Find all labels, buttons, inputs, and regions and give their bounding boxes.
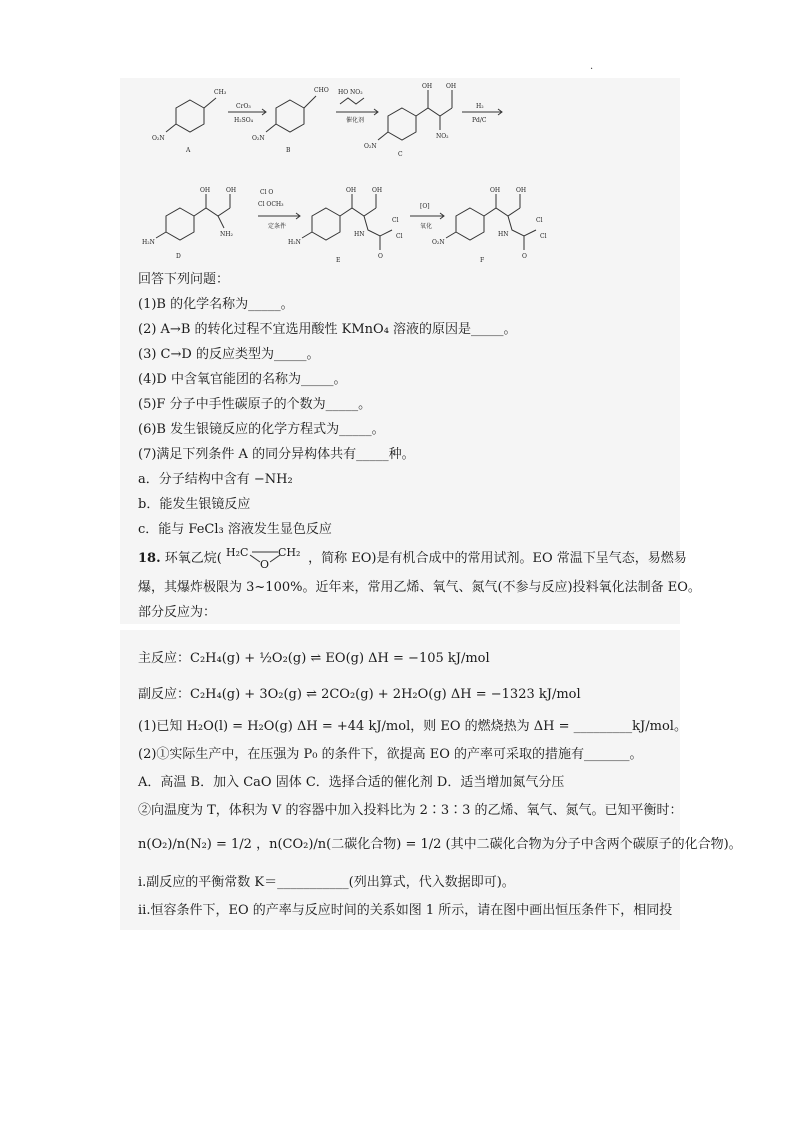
a-substituent: CH₃ xyxy=(214,89,227,96)
reagent-1-top: CrO₃ xyxy=(236,103,251,110)
synthesis-scheme-row-1 xyxy=(140,80,660,160)
q18-ratio-condition: n(O₂)/n(N₂) = 1/2 ，n(CO₂)/n(二碳化合物) = 1/2 (其中二碳化合物为分子中含两个碳原子的化合物)。 xyxy=(138,837,742,852)
f-chlorine-1: Cl xyxy=(536,217,543,224)
a-nitro: O₂N xyxy=(152,135,165,142)
reagent-3-top: H₂ xyxy=(476,103,484,110)
benzene-ring-b xyxy=(276,100,304,132)
q18-part-ii: ⅱ.恒容条件下，EO 的产率与反应时间的关系如图 1 所示，请在图中画出恒压条件下，相同投 xyxy=(138,903,673,918)
e-chlorine-1: Cl xyxy=(392,217,399,224)
c-label: C xyxy=(398,151,403,158)
q18-options: A．高温 B．加入 CaO 固体 C．选择合适的催化剂 D．适当增加氮气分压 xyxy=(138,775,565,790)
reagent-1-bottom: H₂SO₄ xyxy=(234,117,254,124)
b-substituent: CHO xyxy=(314,87,329,94)
epoxide-bonds xyxy=(226,550,304,568)
f-chlorine-2: Cl xyxy=(540,233,547,240)
q18-part-2b: ②向温度为 T，体积为 V 的容器中加入投料比为 2∶3∶3 的乙烯、氧气、氮气。已知平衡时： xyxy=(138,803,683,818)
c-hydroxyl-1: OH xyxy=(422,83,433,90)
d-amino-group: H₂N xyxy=(142,239,155,246)
q18-line-3: 部分反应为： xyxy=(138,605,217,620)
side-reaction: 副反应：C₂H₄(g) + 3O₂(g) ⇌ 2CO₂(g) + 2H₂O(g) ΔH = −1323 kJ/mol xyxy=(138,687,581,702)
f-label: F xyxy=(480,257,485,264)
benzene-ring-c xyxy=(388,108,416,140)
d-amine: NH₂ xyxy=(220,231,233,238)
q17-part-3: (3) C→D 的反应类型为_____。 xyxy=(138,347,320,362)
reagent-3-bottom: Pd/C xyxy=(472,117,487,124)
reagent-5-bottom: 氧化 xyxy=(420,223,433,230)
epoxide-right: CH₂ xyxy=(277,546,301,559)
e-carbonyl-o: O xyxy=(378,253,383,260)
q17-condition-b: b．能发生银镜反应 xyxy=(138,497,251,512)
q18-line-1 xyxy=(138,546,687,571)
benzene-ring-a xyxy=(176,100,204,132)
q17-condition-c: c．能与 FeCl₃ 溶液发生显色反应 xyxy=(138,522,332,537)
a-label: A xyxy=(186,147,191,154)
q18-part-2: (2)①实际生产中，在压强为 P₀ 的条件下，欲提高 EO 的产率可采取的措施有_______。 xyxy=(138,747,643,762)
benzene-ring-d xyxy=(166,208,194,240)
epoxide-structure xyxy=(225,546,304,571)
e-amide-nh: HN xyxy=(354,231,365,238)
reagent-2-bottom: 催化剂 xyxy=(346,117,365,124)
reagent-4-middle: Cl OCH₃ xyxy=(258,201,284,208)
q17-part-1: (1)B 的化学名称为_____。 xyxy=(138,297,294,312)
e-amino-group: H₂N xyxy=(288,239,301,246)
reagent-5-top: [O] xyxy=(420,203,430,210)
e-hydroxyl-1: OH xyxy=(346,187,357,194)
b-nitro: O₂N xyxy=(252,135,265,142)
epoxide-left: H₂C xyxy=(225,546,249,559)
q18-intro-a: 环氧乙烷( xyxy=(164,551,222,566)
benzene-ring-e xyxy=(312,208,340,240)
f-hydroxyl-1: OH xyxy=(490,187,501,194)
e-chlorine-2: Cl xyxy=(396,233,403,240)
epoxide-oxygen: O xyxy=(259,558,270,571)
q18-part-i: ⅰ.副反应的平衡常数 K＝___________(列出算式，代入数据即可)。 xyxy=(138,875,515,890)
c-nitro-side: NO₂ xyxy=(436,133,449,140)
e-label: E xyxy=(336,257,341,264)
b-label: B xyxy=(286,147,291,154)
main-reaction: 主反应：C₂H₄(g) + ½O₂(g) ⇌ EO(g) ΔH = −105 kJ/mol xyxy=(138,651,490,666)
q17-part-6: (6)B 发生银镜反应的化学方程式为_____。 xyxy=(138,422,385,437)
q18-number: 18. xyxy=(138,551,161,566)
c-nitro: O₂N xyxy=(364,143,377,150)
q17-part-4: (4)D 中含氧官能团的名称为_____。 xyxy=(138,372,347,387)
q17-part-2: (2) A→B 的转化过程不宜选用酸性 KMnO₄ 溶液的原因是_____。 xyxy=(138,322,517,337)
reagent-4-top: Cl O xyxy=(260,189,274,196)
f-hydroxyl-2: OH xyxy=(516,187,527,194)
synthesis-scheme-row-2 xyxy=(140,180,660,265)
q18-part-1: (1)已知 H₂O(l) = H₂O(g) ΔH = +44 kJ/mol，则 EO 的燃烧热为 ΔH = _________kJ/mol。 xyxy=(138,719,687,734)
e-hydroxyl-2: OH xyxy=(372,187,383,194)
q17-condition-a: a．分子结构中含有 −NH₂ xyxy=(138,472,293,487)
f-nitro: O₂N xyxy=(432,239,445,246)
c-hydroxyl-2: OH xyxy=(446,83,457,90)
d-hydroxyl-2: OH xyxy=(226,187,237,194)
reagent-2-top: HO NO₂ xyxy=(338,89,363,96)
d-label: D xyxy=(176,253,181,260)
q18-line-2: 爆，其爆炸极限为 3~100%。近年来，常用乙烯、氧气、氮气(不参与反应)投料氧化法制备 EO。 xyxy=(138,580,701,595)
f-carbonyl-o: O xyxy=(522,253,527,260)
q17-intro: 回答下列问题： xyxy=(138,272,230,287)
d-hydroxyl-1: OH xyxy=(200,187,211,194)
benzene-ring-f xyxy=(456,208,484,240)
q17-part-7: (7)满足下列条件 A 的同分异构体共有_____种。 xyxy=(138,447,415,462)
reagent-4-bottom: 定条件 xyxy=(268,223,287,230)
q17-part-5: (5)F 分子中手性碳原子的个数为_____。 xyxy=(138,397,372,412)
corner-mark: · xyxy=(590,64,594,75)
f-amide-nh: HN xyxy=(498,231,509,238)
q18-intro-b: ，简称 EO)是有机合成中的常用试剂。EO 常温下呈气态，易燃易 xyxy=(308,551,687,566)
